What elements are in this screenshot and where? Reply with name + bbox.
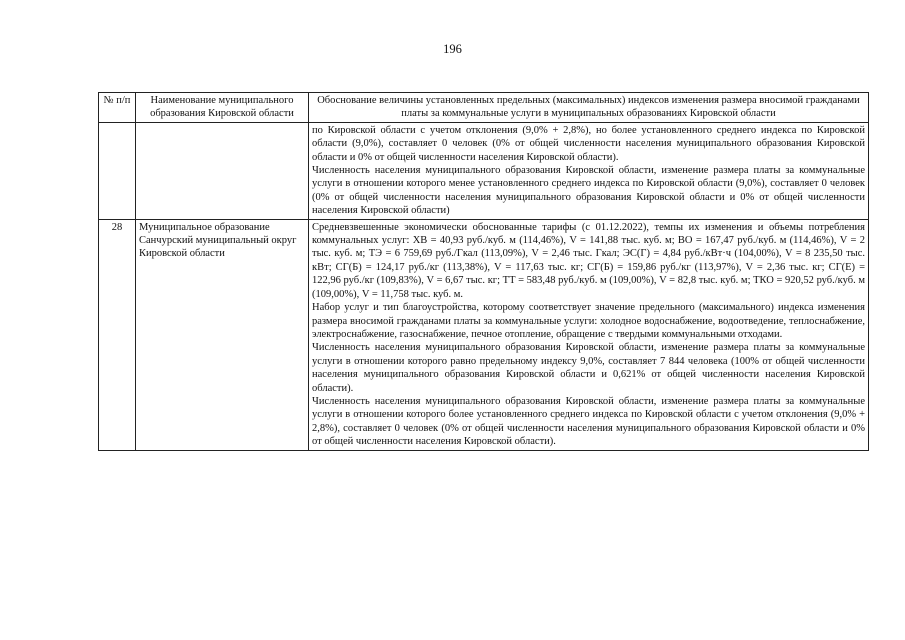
page-number: 196 xyxy=(443,42,462,56)
row-name xyxy=(136,122,309,219)
table-row xyxy=(99,219,869,450)
header-num: № п/п xyxy=(99,93,136,123)
row-description xyxy=(309,122,869,219)
table-header-row xyxy=(99,93,869,123)
table-row xyxy=(99,122,869,219)
row-description xyxy=(309,219,869,450)
description-paragraph: Средневзвешенные экономически обоснованные тарифы (с 01.12.2022), темпы их изменения и объемы потребления коммунальных услуг: ХВ = 40,93 руб./куб. м (114,46%), V = 141,88 тыс. куб. м; ВО = 167,47 руб./куб. м (114,46%), V = 2 тыс. куб. м; ТЭ = 6 759,69 руб./Гкал (113,09%), V = 2,46 тыс. Гкал; ЭС(Г) = 4,84 руб./кВт·ч (104,00%), V = 8 235,50 тыс. кВт; СГ(Б) = 124,17 руб./кг (113,38%), V = 117,63 тыс. кг; СГ(Б) = 159,86 руб./кг (113,97%), V = 2,36 тыс. кг; СГ(Е) = 122,96 руб./кг (109,83%), V = 6,67 тыс. кг; ТТ = 583,48 руб./куб. м (109,00%), V = 82,8 тыс. куб. м; ТКО = 920,52 руб./куб. м (109,00%), V = 11,758 тыс. куб. м. xyxy=(312,221,865,300)
header-description: Обоснование величины установленных предельных (максимальных) индексов изменения размера вносимой гражданами платы за коммунальные услуги в муниципальных образованиях Кировской области xyxy=(309,93,869,123)
description-paragraph: Численность населения муниципального образования Кировской области, изменение размера платы за коммунальные услуги в отношении которого равно предельному индексу 9,0%, составляет 7 844 человека (100% от общей численности населения муниципального образования Кировской области и 0,621% от общей численности населения Кировской области). xyxy=(312,342,865,394)
tariff-table xyxy=(98,92,869,451)
description-paragraph: Набор услуг и тип благоустройства, которому соответствует значение предельного (максимального) индекса изменения размера вносимой гражданами платы за коммунальные услуги: холодное водоснабжение, водоотведение, теплоснабжение, электроснабжение, газоснабжение, печное отопление, обращение с твердыми коммунальными отходами. xyxy=(312,302,865,340)
description-paragraph: Численность населения муниципального образования Кировской области, изменение размера платы за коммунальные услуги в отношении которого менее установленного среднего индекса по Кировской области (9,0%), составляет 0 человек (0% от общей численности населения муниципального образования Кировской области и 0% от общей численности населения Кировской области) xyxy=(312,165,865,217)
header-name: Наименование муниципального образования Кировской области xyxy=(136,93,309,123)
row-num xyxy=(99,122,136,219)
description-paragraph: Численность населения муниципального образования Кировской области, изменение размера платы за коммунальные услуги в отношении которого более установленного среднего индекса по Кировской области с учетом отклонения (9,0% + 2,8%), составляет 0 человек (0% от общей численности населения муниципального образования Кировской области и 0% от общей численности населения Кировской области). xyxy=(312,395,865,448)
row-name: Муниципальное образование Санчурский муниципальный округ Кировской области xyxy=(136,219,309,450)
row-num: 28 xyxy=(99,219,136,450)
description-paragraph: по Кировской области с учетом отклонения (9,0% + 2,8%), но более установленного среднего индекса по Кировской области (9,0%), составляет 0 человек (0% от общей численности населения муниципального образования Кировской области и 0% от общей численности населения Кировской области). xyxy=(312,124,865,163)
